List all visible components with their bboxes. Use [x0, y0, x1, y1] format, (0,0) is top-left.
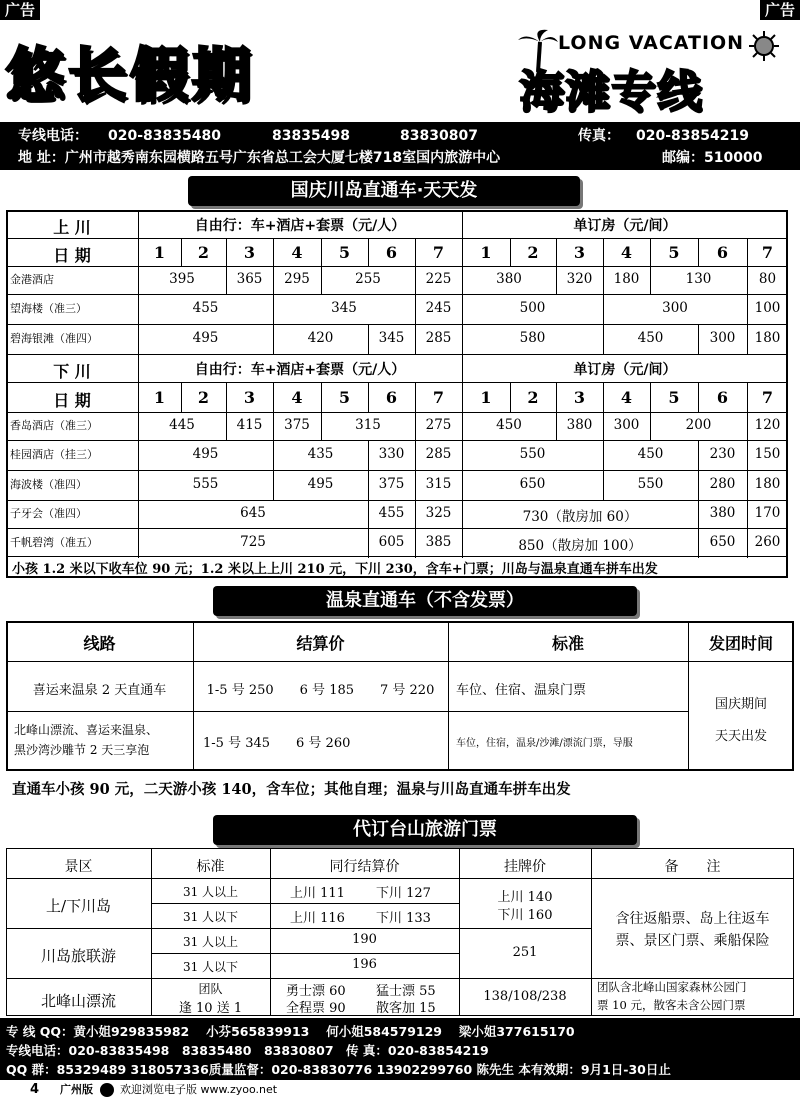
price-cell: 170 [754, 505, 781, 521]
hotel-name: 子牙会（准四） [10, 507, 87, 520]
price-cell: 435 [307, 446, 334, 462]
day-col-down: 2 [197, 388, 210, 407]
tk-price-1d: 下川 133 [376, 911, 431, 926]
day-col-up: 2 [197, 243, 210, 262]
price-cell: 380 [709, 505, 736, 521]
price-cell: 275 [425, 417, 452, 433]
hs-standard-1: 车位、住宿、温泉门票 [456, 683, 587, 698]
tk-std-2b: 31 人以下 [182, 960, 239, 974]
day-col-down: 6 [716, 388, 729, 407]
price-cell: 555 [192, 476, 219, 492]
tk-header-remark: 备 注 [664, 859, 721, 875]
footer-qq: 专 线 QQ：黄小姐929835982 小芬565839913 何小姐584579129 梁小姐377615170 [6, 1024, 575, 1039]
hs-header-price: 结算价 [296, 634, 345, 653]
day-col-up: 2 [527, 243, 539, 262]
tk-price-3c: 全程票 90 [286, 1001, 346, 1016]
tk-price-3b: 猛士漂 55 [376, 984, 436, 999]
hs-route-2b: 黑沙湾沙雕节 2 天三享泡 [14, 743, 150, 757]
tk-remark-1a: 含往返船票、岛上往返车 [615, 911, 770, 927]
day-col-up: 6 [385, 243, 398, 262]
brand-title: 悠长假期 [6, 41, 255, 109]
price-cell: 330 [378, 446, 405, 462]
price-cell: 495 [192, 330, 219, 346]
day-col-down: 7 [432, 388, 445, 407]
price-cell: 230 [709, 446, 736, 462]
price-cell: 180 [613, 271, 640, 287]
day-col-up: 5 [338, 243, 351, 262]
tk-list-3: 138/108/238 [483, 989, 567, 1004]
hotspring-table [6, 621, 794, 771]
price-cell: 415 [236, 417, 263, 433]
hotel-name: 千帆碧湾（准五） [10, 536, 98, 549]
tk-std-1b: 31 人以下 [182, 910, 239, 924]
phone-label: 专线电话： [18, 128, 88, 144]
price-cell: 260 [754, 534, 781, 550]
price-cell: 725 [240, 534, 266, 550]
price-cell: 455 [192, 300, 219, 316]
tk-header-list: 挂牌价 [504, 859, 546, 875]
price-cell: 120 [754, 417, 781, 433]
day-col-up: 4 [620, 243, 633, 262]
tk-list-1b: 下川 160 [497, 908, 553, 923]
page-footer [0, 1080, 800, 1100]
price-cell: 500 [519, 300, 546, 316]
day-col-down: 2 [527, 388, 539, 407]
hotel-name: 桂园酒店（挂三） [10, 448, 98, 461]
price-cell: 380 [566, 417, 593, 433]
footer-tel: 专线电话：020-83835498 83835480 83830807 传 真：020-83854219 [6, 1043, 489, 1058]
tk-area-1: 上/下川岛 [45, 897, 112, 915]
price-cell: 375 [378, 476, 405, 492]
selftour-header-up: 自由行：车+酒店+套票（元/人） [194, 218, 406, 234]
ticket-table [6, 848, 794, 1016]
day-col-down: 3 [573, 388, 586, 407]
hs-time-2: 天天出发 [714, 729, 767, 744]
price-cell: 315 [355, 417, 381, 433]
price-cell: 180 [754, 330, 781, 346]
price-cell: 320 [566, 271, 593, 287]
price-cell: 285 [425, 446, 452, 462]
section-title-chuandao: 国庆川岛直通车·天天发 [188, 176, 580, 206]
day-col-up: 5 [668, 243, 680, 262]
price-cell: 315 [425, 476, 452, 492]
price-cell: 455 [378, 505, 405, 521]
price-cell: 550 [519, 446, 546, 462]
price-cell: 180 [754, 476, 781, 492]
tk-price-1c: 上川 116 [290, 911, 345, 926]
price-cell: 300 [613, 417, 640, 433]
price-cell: 285 [425, 330, 452, 346]
price-cell: 380 [496, 271, 522, 287]
fax-number: 020-83854219 [636, 128, 749, 144]
tk-price-2a: 190 [352, 932, 377, 947]
contact-bar [0, 122, 800, 170]
website: 欢迎浏览电子版 www.zyoo.net [120, 1083, 278, 1096]
day-col-down: 1 [480, 388, 492, 407]
price-cell: 150 [754, 446, 781, 462]
price-cell: 300 [662, 300, 688, 316]
hotel-name: 金港酒店 [10, 273, 54, 286]
phone-1: 020-83835480 [108, 128, 221, 144]
edition: 广州版 [60, 1083, 93, 1096]
day-col-up: 1 [153, 243, 166, 262]
tk-area-3: 北峰山漂流 [40, 992, 116, 1010]
hotel-name: 碧海银滩（准四） [10, 332, 98, 345]
price-cell: 450 [637, 446, 664, 462]
hotel-name: 望海楼（准三） [10, 302, 87, 315]
day-col-down: 5 [668, 388, 680, 407]
day-col-up: 3 [243, 243, 256, 262]
day-col-up: 7 [432, 243, 445, 262]
hs-header-standard: 标准 [551, 634, 584, 653]
tk-std-2a: 31 人以上 [182, 935, 239, 949]
single-room-header-down: 单订房（元/间） [573, 362, 677, 378]
tk-std-3a: 团队 [198, 982, 223, 996]
tk-std-1a: 31 人以上 [182, 885, 239, 899]
price-cell: 280 [709, 476, 736, 492]
postcode: 邮编：510000 [662, 150, 763, 166]
address: 地 址：广州市越秀南东园横路五号广东省总工会大厦七楼718室国内旅游中心 [18, 150, 501, 166]
price-cell: 200 [685, 417, 712, 433]
tk-std-3b: 逢 10 送 1 [178, 1001, 243, 1016]
price-cell: 645 [240, 505, 266, 521]
ad-label-right: 广告 [760, 0, 800, 20]
price-cell: 395 [169, 271, 195, 287]
day-col-down: 7 [761, 388, 774, 407]
hs-route-2a: 北峰山漂流、喜运来温泉、 [14, 723, 159, 737]
page-number: 4 [30, 1082, 40, 1097]
day-col-up: 1 [480, 243, 492, 262]
price-cell: 225 [425, 271, 452, 287]
ad-label-left: 广告 [0, 0, 40, 20]
tk-price-1a: 上川 111 [290, 886, 345, 901]
footer-group: QQ 群：85329489 318057336质量监督：020-83830776 13902299760 陈先生 本有效期：9月1日-30日止 [6, 1062, 671, 1077]
day-col-up: 4 [291, 243, 303, 262]
logo-english: LONG VACATION [558, 32, 745, 54]
date-label-down: 日 期 [53, 391, 91, 410]
price-cell: 450 [637, 330, 664, 346]
hs-price-2: 1-5 号 345 6 号 260 [203, 736, 351, 751]
day-col-down: 5 [338, 388, 351, 407]
fax-label: 传真： [578, 128, 620, 144]
logo-chinese: 海滩专线 [520, 67, 704, 118]
section-title-hotspring: 温泉直通车（不含发票） [213, 586, 637, 616]
price-cell: 580 [519, 330, 546, 346]
price-cell: 850（散房加 100） [518, 538, 642, 554]
hotspring-note: 直通车小孩 90 元，二天游小孩 140，含车位；其他自理；温泉与川岛直通车拼车出发 [12, 781, 571, 798]
price-cell: 325 [425, 505, 452, 521]
price-cell: 445 [169, 417, 195, 433]
price-cell: 130 [685, 271, 712, 287]
price-cell: 650 [709, 534, 736, 550]
price-cell: 300 [709, 330, 736, 346]
price-cell: 650 [519, 476, 546, 492]
hs-standard-2: 车位，住宿，温泉/沙滩/漂流门票，导服 [456, 738, 633, 749]
date-label-up: 日 期 [53, 246, 91, 265]
price-cell: 80 [758, 271, 777, 287]
price-cell: 345 [378, 330, 405, 346]
tk-remark-3a: 团队含北峰山国家森林公园门 [597, 980, 747, 994]
day-col-down: 6 [385, 388, 398, 407]
tk-header-standard: 标准 [196, 859, 225, 875]
single-room-header-up: 单订房（元/间） [573, 218, 677, 234]
tk-price-2b: 196 [352, 957, 377, 972]
price-cell: 385 [425, 534, 452, 550]
price-cell: 730（散房加 60） [522, 509, 638, 525]
price-cell: 345 [331, 300, 357, 316]
hs-header-route: 线路 [83, 634, 116, 653]
hs-route-1: 喜运来温泉 2 天直通车 [32, 683, 167, 698]
tk-header-price: 同行结算价 [329, 859, 400, 875]
section-title-tickets: 代订台山旅游门票 [213, 815, 637, 845]
day-col-down: 4 [620, 388, 633, 407]
tk-area-2: 川岛旅联游 [40, 947, 116, 965]
price-cell: 295 [284, 271, 310, 287]
sun-icon [748, 30, 780, 62]
chuandao-note: 小孩 1.2 米以下收车位 90 元；1.2 米以上上川 210 元，下川 230，含车+门票；川岛与温泉直通车拼车出发 [12, 562, 658, 577]
hotel-name: 香岛酒店（准三） [10, 419, 98, 432]
tk-list-1a: 上川 140 [497, 890, 553, 905]
section-label-down: 下 川 [53, 362, 91, 381]
day-col-up: 7 [761, 243, 774, 262]
zyoo-logo-icon [100, 1083, 114, 1097]
price-cell: 100 [754, 300, 781, 316]
chuandao-price-table [6, 210, 788, 578]
selftour-header-down: 自由行：车+酒店+套票（元/人） [194, 362, 406, 378]
price-cell: 605 [378, 534, 405, 550]
price-cell: 550 [637, 476, 664, 492]
day-col-up: 6 [716, 243, 729, 262]
price-cell: 495 [307, 476, 334, 492]
day-col-down: 1 [153, 388, 166, 407]
price-cell: 255 [355, 271, 381, 287]
price-cell: 450 [496, 417, 522, 433]
footer-contact [0, 1018, 800, 1080]
price-cell: 420 [307, 330, 334, 346]
tk-price-3d: 散客加 15 [376, 1001, 436, 1016]
tk-remark-3b: 票 10 元，散客未含公园门票 [597, 998, 746, 1012]
tk-price-1b: 下川 127 [376, 886, 431, 901]
hs-time-1: 国庆期间 [714, 697, 767, 712]
tk-remark-1b: 票、景区门票、乘船保险 [615, 933, 770, 949]
section-label-up: 上 川 [53, 218, 91, 237]
hotel-name: 海波楼（准四） [10, 478, 87, 491]
price-cell: 245 [425, 300, 452, 316]
tk-price-3a: 勇士漂 60 [286, 984, 346, 999]
day-col-up: 3 [573, 243, 586, 262]
hs-price-1: 1-5 号 250 6 号 185 7 号 220 [206, 683, 435, 698]
day-col-down: 3 [243, 388, 256, 407]
phone-3: 83830807 [400, 128, 478, 144]
price-cell: 365 [236, 271, 263, 287]
phone-2: 83835498 [272, 128, 350, 144]
tk-list-2: 251 [512, 945, 538, 960]
hs-header-time: 发团时间 [708, 634, 773, 653]
price-cell: 375 [284, 417, 310, 433]
day-col-down: 4 [291, 388, 303, 407]
price-cell: 495 [192, 446, 219, 462]
tk-header-area: 景区 [64, 859, 93, 875]
